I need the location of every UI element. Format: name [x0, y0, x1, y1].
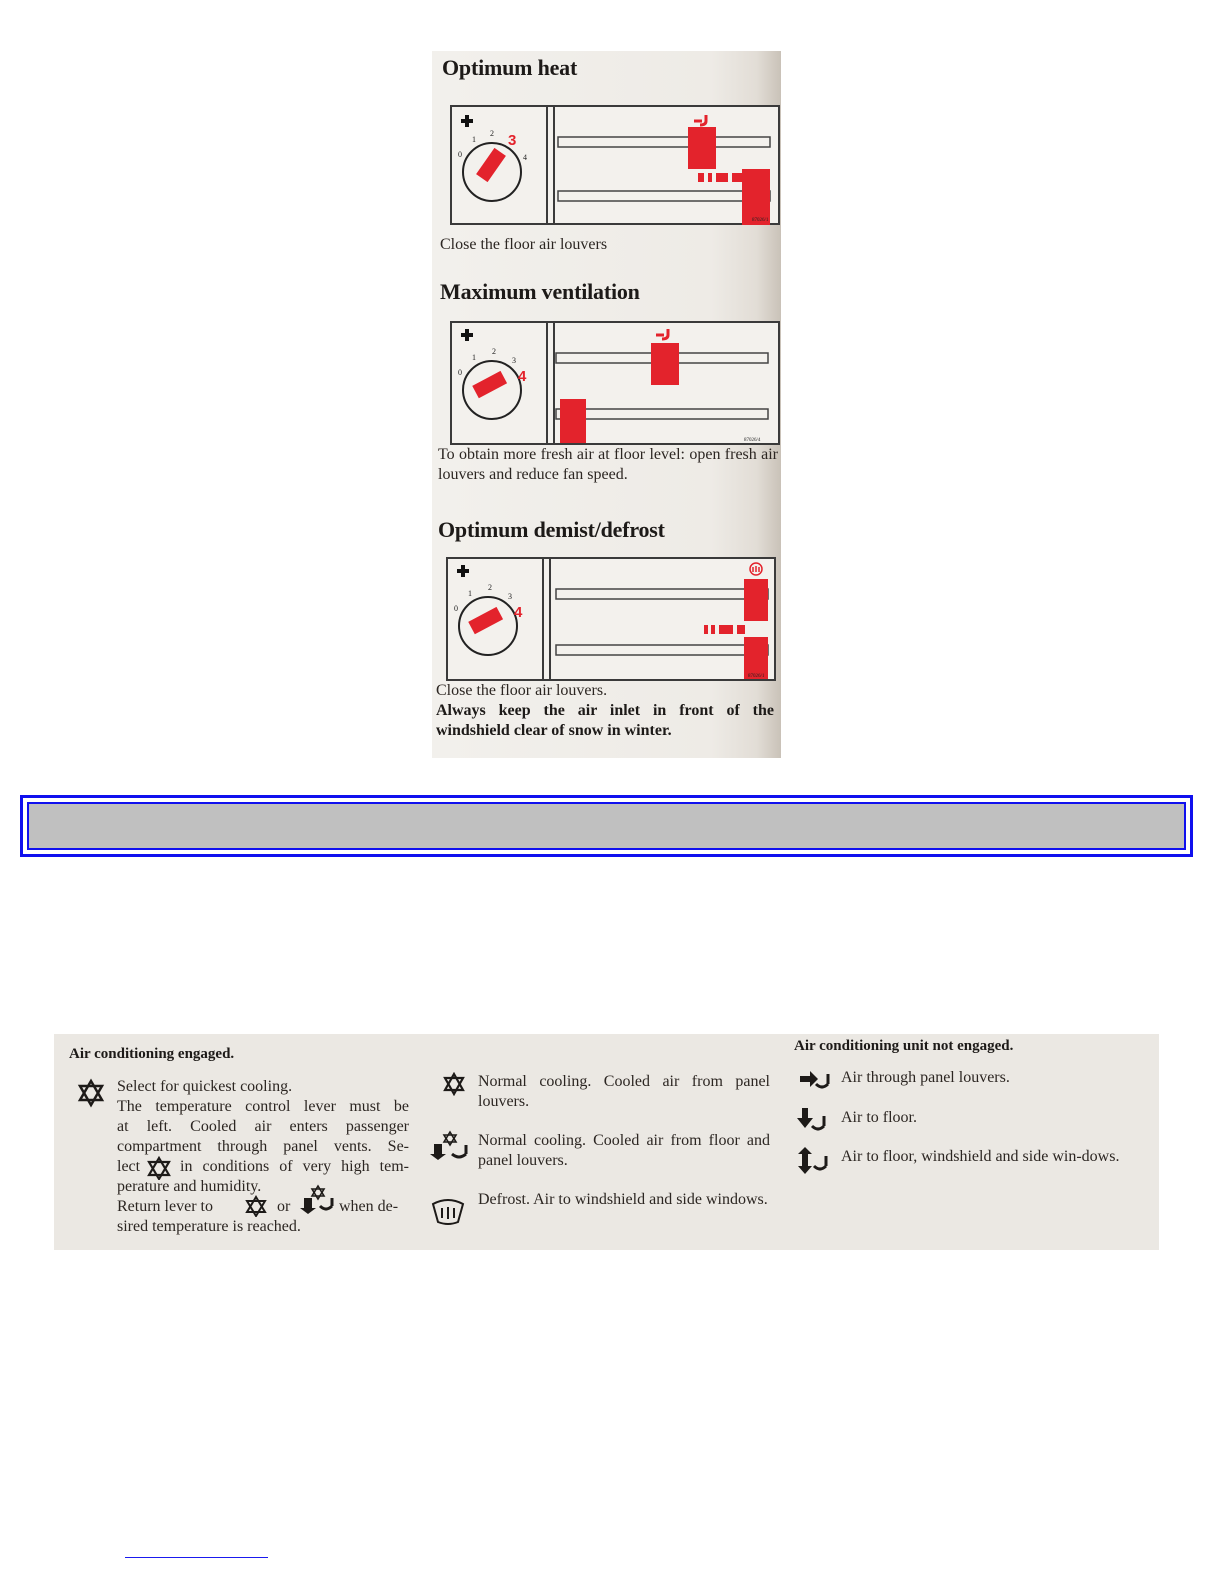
- ac-engaged-line: lect: [117, 1158, 141, 1175]
- heat-plus-icon: [457, 565, 469, 577]
- snowflake-floor-panel-icon: [428, 1130, 472, 1164]
- section-title-optimum-demist-defrost: Optimum demist/defrost: [438, 517, 665, 542]
- snowflake-icon: [76, 1078, 106, 1108]
- fan-knob-indicator: [472, 371, 507, 398]
- caption-maximum-ventilation: To obtain more fresh air at floor level: open fresh air louvers and reduce fan speed.: [438, 446, 778, 483]
- dial-number: 2: [488, 583, 492, 592]
- temperature-slider-track: [556, 589, 768, 599]
- fan-knob-indicator: [476, 148, 506, 182]
- heading-ac-not-engaged: Air conditioning unit not engaged.: [794, 1038, 1014, 1054]
- airflow-description: Air through panel louvers.: [841, 1069, 1010, 1086]
- airflow-slider-track: [558, 191, 770, 201]
- panel-diagram: [448, 559, 778, 683]
- ac-engaged-line: compartment through panel vents. Se-: [117, 1138, 409, 1155]
- ac-engaged-line: or: [277, 1198, 291, 1215]
- heat-plus-icon: [461, 115, 473, 127]
- mode-description: Normal cooling. Cooled air from floor and panel louvers.: [478, 1132, 770, 1169]
- airflow-description: Air to floor, windshield and side win-dows.: [841, 1148, 1120, 1165]
- section-divider-bar: [20, 795, 1193, 857]
- ac-engaged-line: when de-: [339, 1198, 399, 1215]
- temperature-slider-knob: [651, 343, 679, 385]
- ac-engaged-line: perature and humidity.: [117, 1178, 262, 1195]
- temperature-slider-knob: [744, 579, 768, 621]
- dial-number: 0: [454, 604, 458, 613]
- fan-setting-label: 4: [514, 604, 523, 621]
- dial-number: 3: [508, 592, 512, 601]
- caption-optimum-demist-defrost: Close the floor air louvers.: [436, 682, 608, 699]
- winter-warning: Always keep the air inlet in front of the windshield clear of snow in winter.: [436, 702, 774, 739]
- dial-number: 1: [468, 589, 472, 598]
- reference-code: 87026/4: [744, 438, 761, 443]
- floor-airflow-icon: [796, 1106, 832, 1134]
- snowflake-icon: [244, 1195, 268, 1217]
- airflow-slider-knob: [560, 399, 586, 443]
- panel-diagram: [452, 323, 781, 447]
- floor-windshield-airflow-icon: [796, 1146, 832, 1176]
- caption-optimum-heat: Close the floor air louvers: [440, 236, 608, 253]
- dial-number: 2: [492, 347, 496, 356]
- manual-page-scan: [432, 51, 781, 758]
- heat-plus-icon: [461, 329, 473, 341]
- airflow-slider-track: [556, 409, 768, 419]
- dial-number: 2: [490, 129, 494, 138]
- dial-number: 3: [512, 356, 516, 365]
- dial-number: 1: [472, 353, 476, 362]
- ac-legend-scan: [54, 1034, 1159, 1250]
- section-title-optimum-heat: Optimum heat: [442, 55, 578, 80]
- climate-panel-optimum-heat: [450, 105, 780, 225]
- section-title-maximum-ventilation: Maximum ventilation: [440, 279, 640, 304]
- mode-description: Normal cooling. Cooled air from panel louvers.: [478, 1073, 770, 1110]
- dial-number: 4: [523, 153, 527, 162]
- temperature-slider-track: [558, 137, 770, 147]
- airflow-dash-indicator: [704, 625, 745, 634]
- fan-setting-label: 4: [518, 368, 527, 385]
- heading-ac-engaged: Air conditioning engaged.: [69, 1046, 235, 1062]
- airflow-slider-knob: [742, 169, 770, 225]
- snowflake-icon: [442, 1072, 466, 1096]
- snowflake-floor-panel-icon: [296, 1184, 338, 1216]
- panel-airflow-icon: [656, 329, 668, 339]
- panel-airflow-icon: [694, 115, 706, 125]
- dial-number: 0: [458, 150, 462, 159]
- panel-airflow-icon: [798, 1066, 834, 1092]
- fan-setting-label: 3: [508, 132, 517, 149]
- dial-number: 1: [472, 135, 476, 144]
- reference-code: 87026/1: [752, 218, 769, 223]
- ac-engaged-line: Return lever to: [117, 1198, 213, 1215]
- climate-panel-maximum-ventilation: [450, 321, 780, 445]
- ac-engaged-line: in conditions of very high tem-: [180, 1158, 409, 1175]
- climate-panel-optimum-demist-defrost: [446, 557, 776, 681]
- ac-engaged-line: The temperature control lever must be: [117, 1098, 409, 1115]
- airflow-description: Air to floor.: [841, 1109, 917, 1126]
- ac-engaged-line: sired temperature is reached.: [117, 1218, 301, 1235]
- ac-engaged-line: Select for quickest cooling.: [117, 1078, 293, 1095]
- airflow-slider-knob: [744, 637, 768, 679]
- airflow-slider-track: [556, 645, 768, 655]
- footer-link-underline[interactable]: [125, 1557, 268, 1558]
- airflow-dash-indicator: [698, 173, 742, 182]
- fan-knob-indicator: [468, 607, 503, 634]
- ac-engaged-line: at left. Cooled air enters passenger: [117, 1118, 409, 1135]
- temperature-slider-knob: [688, 127, 716, 169]
- defrost-icon: [430, 1198, 466, 1228]
- defrost-icon: [750, 563, 762, 575]
- dial-number: 0: [458, 368, 462, 377]
- reference-code: 87026/1: [748, 674, 765, 679]
- panel-diagram: [452, 107, 781, 227]
- mode-description: Defrost. Air to windshield and side windows.: [478, 1191, 768, 1208]
